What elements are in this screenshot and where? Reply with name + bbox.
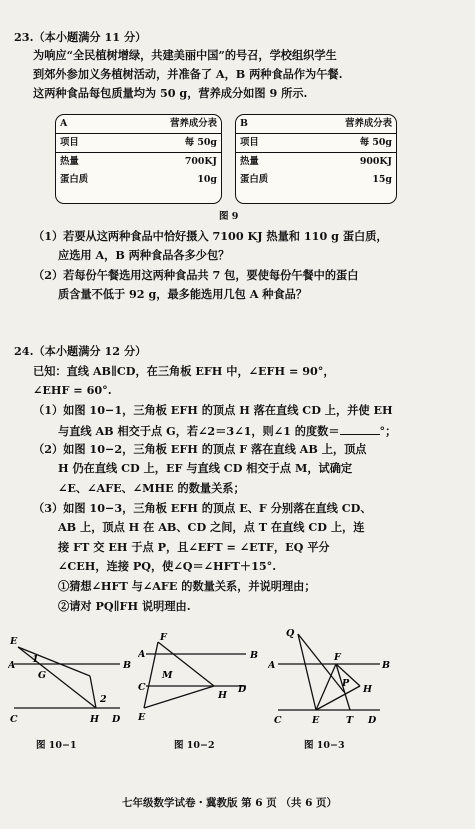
q24-sub3-line5: ①猜想∠HFT 与∠AFE 的数量关系，并说明理由；	[58, 579, 316, 593]
label-angle-2: 2	[100, 694, 107, 705]
q24-given-line1: 已知：直线 AB∥CD，在三角板 EFH 中，∠EFH = 90°，	[33, 364, 335, 378]
q24-sub2-line2: H 仍在直线 CD 上，EF 与直线 CD 相交于点 M，试确定	[58, 461, 353, 475]
label-t: T	[346, 715, 354, 726]
label-b: B	[123, 660, 132, 671]
q23-para-line3: 这两种食品每包质量均为 50 g，营养成分如图 9 所示.	[33, 86, 308, 100]
label-b: B	[382, 660, 391, 671]
nutrition-table-b	[235, 114, 397, 204]
label-d: D	[238, 684, 247, 695]
figure-10-1	[8, 624, 133, 736]
fig9-caption: 图 9	[219, 211, 239, 222]
table-b-header: 营养成分表	[300, 115, 396, 134]
table-b-name: B	[236, 115, 300, 134]
q24-sub2-line3: ∠E、∠AFE、∠MHE 的数量关系；	[58, 481, 245, 495]
fig10-3-caption: 图 10−3	[304, 740, 345, 751]
q24-title: 24.（本小题满分 12 分）	[14, 344, 147, 358]
q24-sub2-line1: （2）如图 10−2，三角板 EFH 的顶点 F 落在直线 AB 上，顶点	[33, 442, 367, 456]
q24-sub1-line2-unit: °；	[379, 424, 397, 438]
fig10-2-caption: 图 10−2	[174, 740, 215, 751]
table-b-heat-value: 900KJ	[359, 156, 392, 168]
table-b-heat-label: 热量	[240, 156, 259, 168]
label-g: G	[38, 670, 47, 681]
label-c: C	[10, 714, 18, 725]
q24-given-line2: ∠EHF = 60°.	[33, 383, 112, 397]
q23-para-line2: 到郊外参加义务植树活动，并准备了 A，B 两种食品作为午餐.	[33, 67, 343, 81]
table-b-protein-value: 15g	[372, 174, 392, 186]
label-d: D	[368, 715, 377, 726]
table-a-protein-value: 10g	[197, 174, 217, 186]
segment-ef	[18, 647, 90, 676]
segment-ef	[144, 642, 158, 708]
table-b-protein-label: 蛋白质	[240, 174, 269, 186]
q23-para-line1: 为响应“全民植树增绿，共建美丽中国”的号召，学校组织学生	[33, 48, 337, 62]
label-f: F	[160, 632, 167, 643]
label-e: E	[10, 636, 18, 647]
nutrition-table-a	[55, 114, 222, 204]
segment-eh	[144, 686, 214, 708]
label-c: C	[274, 715, 282, 726]
q23-title: 23.（本小题满分 11 分）	[14, 30, 147, 44]
answer-blank[interactable]	[340, 424, 380, 435]
q24-sub1-line2	[58, 424, 396, 437]
q24-sub3-line3: 接 FT 交 EH 于点 P，且∠EFT = ∠ETF，EQ 平分	[58, 540, 330, 554]
q24-sub3-line1: （3）如图 10−3，三角板 EFH 的顶点 E、F 分别落在直线 CD、	[33, 501, 372, 515]
table-a-item-label: 项目	[56, 134, 122, 153]
q23-sub2-line1: （2）若每份午餐选用这两种食品共 7 包，要使每份午餐中的蛋白	[33, 268, 359, 282]
label-d: D	[112, 714, 121, 725]
label-h: H	[218, 690, 227, 701]
table-a-item-value: 每 50g	[122, 134, 222, 153]
table-a-header: 营养成分表	[122, 115, 222, 134]
label-b: B	[250, 650, 259, 661]
label-h: H	[90, 714, 99, 725]
q23-sub1-line2: 应选用 A，B 两种食品各多少包？	[58, 248, 230, 262]
q23-sub1-line1: （1）若要从这两种食品中恰好摄入 7100 KJ 热量和 110 g 蛋白质，	[33, 229, 388, 243]
label-p: P	[342, 678, 350, 689]
figure-10-3	[268, 624, 393, 736]
q24-sub3-line4: ∠CEH，连接 PQ，使∠Q＝∠HFT＋15°.	[58, 559, 277, 573]
segment-ef	[316, 664, 336, 710]
table-b-item-label: 项目	[236, 134, 300, 153]
table-a-name: A	[56, 115, 122, 134]
q24-sub3-line6: ②请对 PQ∥FH 说明理由.	[58, 599, 191, 613]
label-f: F	[334, 652, 341, 663]
q23-sub2-line2: 质含量不低于 92 g，最多能选用几包 A 种食品？	[58, 287, 308, 301]
table-a-heat-value: 700KJ	[184, 156, 217, 168]
q24-sub1-line1: （1）如图 10−1，三角板 EFH 的顶点 H 落在直线 CD 上，并使 EH	[33, 403, 393, 417]
label-m: M	[162, 670, 173, 681]
table-a-protein-label: 蛋白质	[60, 174, 89, 186]
table-b-item-value: 每 50g	[300, 134, 396, 153]
fig10-1-caption: 图 10−1	[36, 740, 77, 751]
label-a: A	[8, 660, 16, 671]
page-footer: 七年级数学试卷・冀教版 第 6 页 （共 6 页）	[122, 797, 338, 809]
label-q: Q	[286, 628, 295, 639]
segment-eh	[18, 647, 96, 708]
segment-eh	[316, 686, 360, 710]
figure-10-2	[138, 630, 263, 736]
label-h: H	[363, 684, 372, 695]
label-c: C	[138, 682, 146, 693]
label-e: E	[312, 715, 320, 726]
label-a: A	[138, 649, 146, 660]
label-angle-1: 1	[32, 654, 39, 665]
label-e: E	[138, 712, 146, 723]
q24-sub3-line2: AB 上，顶点 H 在 AB、CD 之间，点 T 在直线 CD 上，连	[58, 520, 365, 534]
label-a: A	[268, 660, 276, 671]
table-a-heat-label: 热量	[60, 156, 79, 168]
q24-sub1-line2-text: 与直线 AB 相交于点 G，若∠2＝3∠1，则∠1 的度数＝	[58, 424, 340, 438]
